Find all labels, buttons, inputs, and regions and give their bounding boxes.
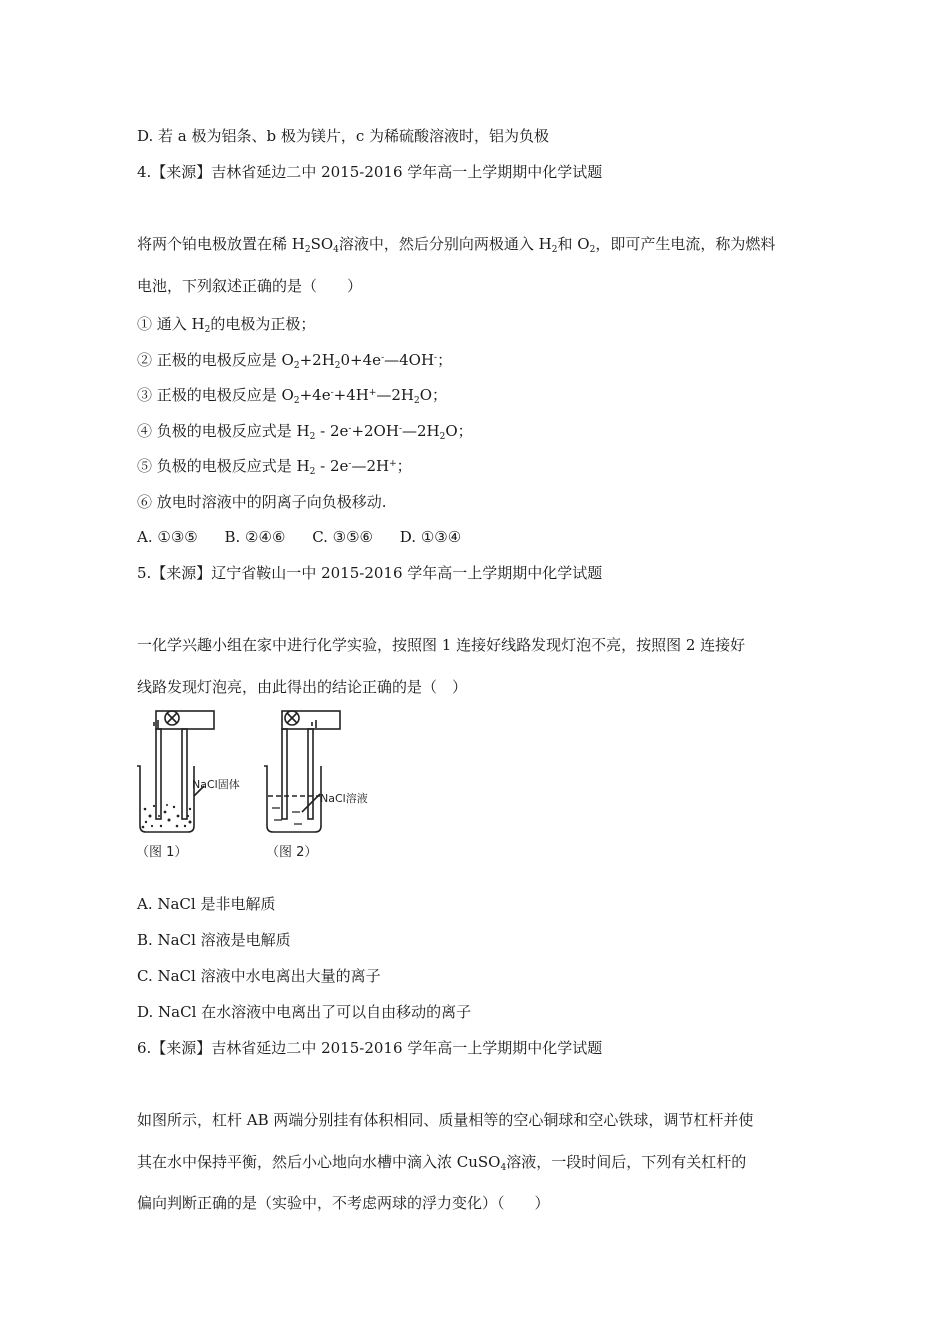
figure-2-label: NaCl溶液 <box>320 792 368 805</box>
q4-statement-1: ① 通入 $H_2$的电极为正极； <box>137 315 316 335</box>
q6-stem-line2: 其在水中保持平衡，然后小心地向水槽中滴入浓 CuSO$_4$溶液，一段时间后，下列有关杠杆的 <box>137 1153 747 1173</box>
q5-option-b[interactable]: B. NaCl 溶液是电解质 <box>137 931 291 949</box>
q4-statement-3: ③ 正极的电极反应是 $O_2+4e^-+4H^+—2H_2O$； <box>137 386 448 406</box>
q5-source: 5.【来源】辽宁省鞍山一中 2015-2016 学年高一上学期期中化学试题 <box>137 564 603 582</box>
q4-source: 4.【来源】吉林省延边二中 2015-2016 学年高一上学期期中化学试题 <box>137 163 603 181</box>
q4-stem-line2: 电池，下列叙述正确的是（ ） <box>137 277 363 295</box>
figure-2-caption: （图 2） <box>266 845 318 860</box>
q4-statement-5: ⑤ 负极的电极反应式是 $H_2$ - 2e-—2H+； <box>137 457 412 477</box>
q4-stem-line1: 将两个铂电极放置在稀 $H_2SO_4$溶液中，然后分别向两极通入 $H_2$和 $O_2$，即可产生电流，称为燃料 <box>137 235 776 255</box>
q3-option-d: D. 若 a 极为铝条、b 极为镁片，c 为稀硫酸溶液时，铝为负极 <box>137 127 550 145</box>
q5-stem-line2: 线路发现灯泡亮，由此得出的结论正确的是（ ） <box>137 678 468 696</box>
figure-1-nacl-solid <box>132 708 242 863</box>
q4-options <box>137 527 483 547</box>
q5-stem-line1: 一化学兴趣小组在家中进行化学实验，按照图 1 连接好线路发现灯泡不亮，按照图 2 连接好 <box>137 636 746 654</box>
q6-source: 6.【来源】吉林省延边二中 2015-2016 学年高一上学期期中化学试题 <box>137 1039 603 1057</box>
q4-option-a[interactable]: A. ①③⑤ <box>137 528 198 546</box>
q6-stem-line3: 偏向判断正确的是（实验中，不考虑两球的浮力变化）（ ） <box>137 1194 550 1212</box>
q4-option-d[interactable]: D. ①③④ <box>399 528 462 546</box>
q4-option-b[interactable]: B. ②④⑥ <box>224 528 286 546</box>
q4-statement-6: ⑥ 放电时溶液中的阴离子向负极移动. <box>137 493 387 511</box>
figure-1-caption: （图 1） <box>136 845 188 860</box>
q4-option-c[interactable]: C. ③⑤⑥ <box>312 528 374 546</box>
q4-statement-4: ④ 负极的电极反应式是 $H_2$ - $2e^-+2OH^-—2H_2O$； <box>137 422 473 442</box>
q4-statement-2: ② 正极的电极反应是 $O_2+2H_20+4e^-—4OH^-$； <box>137 351 453 371</box>
q6-stem-line1: 如图所示，杠杆 AB 两端分别挂有体积相同、质量相等的空心铜球和空心铁球，调节杠杆并使 <box>137 1111 754 1129</box>
figure-1-label: NaCl固体 <box>192 778 240 791</box>
figure-2-nacl-solution <box>262 708 392 863</box>
q5-option-d[interactable]: D. NaCl 在水溶液中电离出了可以自由移动的离子 <box>137 1003 472 1021</box>
q5-option-a[interactable]: A. NaCl 是非电解质 <box>137 895 276 913</box>
q5-option-c[interactable]: C. NaCl 溶液中水电离出大量的离子 <box>137 967 381 985</box>
